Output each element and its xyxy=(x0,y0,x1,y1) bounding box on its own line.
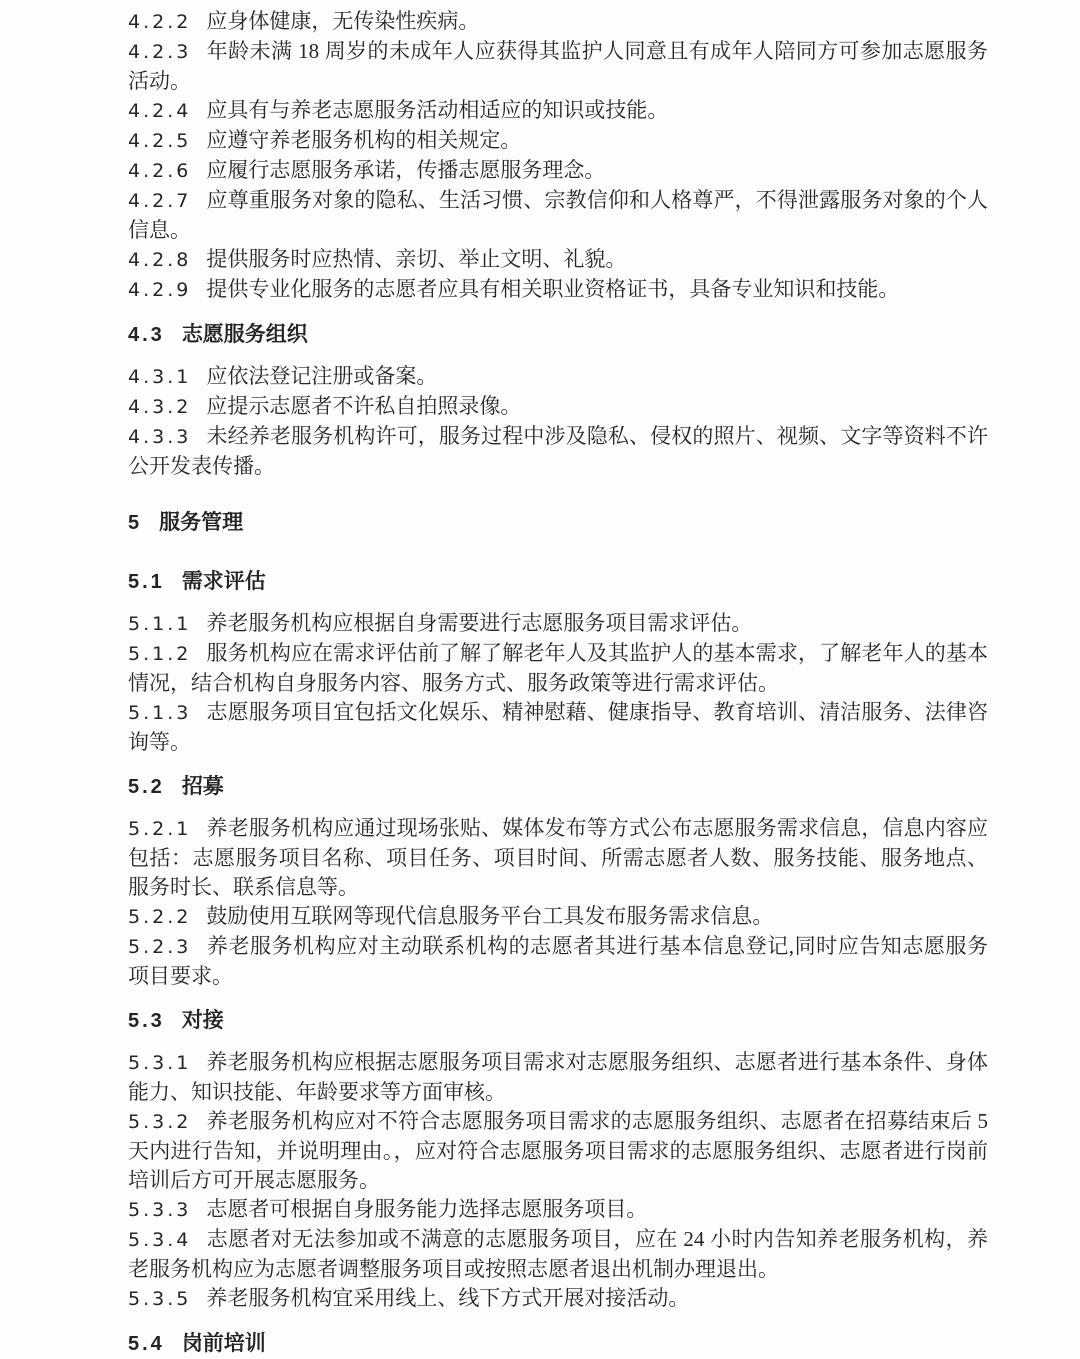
heading-5 xyxy=(128,508,988,538)
heading-text: 岗前培训 xyxy=(181,1332,266,1355)
clause-number: 5.1.1 xyxy=(128,613,192,635)
clause-4.2.9 xyxy=(128,275,988,305)
heading-number: 5.4 xyxy=(128,1333,165,1355)
clause-number: 4.2.5 xyxy=(128,130,192,152)
clause-5.3.1 xyxy=(128,1048,988,1107)
clause-4.3.1 xyxy=(128,362,988,392)
clause-4.2.4 xyxy=(128,96,988,126)
clause-number: 5.2.1 xyxy=(128,818,192,840)
clause-number: 4.2.7 xyxy=(128,190,192,212)
clause-text: 养老服务机构应对主动联系机构的志愿者其进行基本信息登记,同时应告知志愿服务项目要求。 xyxy=(128,934,988,988)
clause-text: 应遵守养老服务机构的相关规定。 xyxy=(206,128,522,152)
clause-4.2.7 xyxy=(128,186,988,245)
clause-5.3.4 xyxy=(128,1225,988,1284)
clause-number: 4.2.8 xyxy=(128,249,192,271)
clause-text: 应依法登记注册或备案。 xyxy=(206,364,438,388)
heading-5.4 xyxy=(128,1329,988,1359)
clause-number: 4.2.6 xyxy=(128,160,192,182)
clause-4.2.3 xyxy=(128,37,988,96)
heading-number: 5 xyxy=(128,512,143,534)
heading-text: 服务管理 xyxy=(159,511,244,534)
clause-5.3.5 xyxy=(128,1284,988,1314)
clause-text: 年龄未满 18 周岁的未成年人应获得其监护人同意且有成年人陪同方可参加志愿服务活动。 xyxy=(128,39,988,93)
clause-5.2.3 xyxy=(128,932,988,991)
heading-number: 5.1 xyxy=(128,571,165,593)
heading-number: 4.3 xyxy=(128,324,165,346)
clause-text: 应尊重服务对象的隐私、生活习惯、宗教信仰和人格尊严，不得泄露服务对象的个人信息。 xyxy=(128,188,988,242)
clause-number: 4.2.3 xyxy=(128,41,192,63)
clause-4.2.8 xyxy=(128,245,988,275)
clause-4.3.2 xyxy=(128,392,988,422)
clause-5.1.3 xyxy=(128,698,988,757)
clause-text: 养老服务机构应根据志愿服务项目需求对志愿服务组织、志愿者进行基本条件、身体能力、知识技能、年龄要求等方面审核。 xyxy=(128,1050,988,1104)
heading-5.1 xyxy=(128,567,988,597)
clause-number: 5.3.5 xyxy=(128,1288,192,1310)
clause-text: 应具有与养老志愿服务活动相适应的知识或技能。 xyxy=(206,98,669,122)
clause-text: 应提示志愿者不许私自拍照录像。 xyxy=(206,394,522,418)
clause-4.3.3 xyxy=(128,422,988,481)
clause-4.2.5 xyxy=(128,126,988,156)
clause-5.2.1 xyxy=(128,814,988,902)
clause-4.2.6 xyxy=(128,156,988,186)
document-content xyxy=(128,7,988,1359)
clause-text: 志愿服务项目宜包括文化娱乐、精神慰藉、健康指导、教育培训、清洁服务、法律咨询等。 xyxy=(128,700,988,754)
clause-text: 志愿者可根据自身服务能力选择志愿服务项目。 xyxy=(206,1197,648,1221)
heading-text: 志愿服务组织 xyxy=(181,323,308,346)
heading-text: 对接 xyxy=(181,1009,224,1032)
clause-number: 4.3.3 xyxy=(128,426,192,448)
clause-number: 4.2.9 xyxy=(128,279,192,301)
heading-text: 需求评估 xyxy=(181,570,266,593)
clause-5.3.3 xyxy=(128,1195,988,1225)
clause-number: 4.3.2 xyxy=(128,396,192,418)
clause-number: 5.2.3 xyxy=(128,936,192,958)
clause-number: 4.2.4 xyxy=(128,100,192,122)
clause-text: 养老服务机构宜采用线上、线下方式开展对接活动。 xyxy=(206,1286,690,1310)
clause-4.2.2 xyxy=(128,7,988,37)
clause-text: 提供服务时应热情、亲切、举止文明、礼貌。 xyxy=(206,247,627,271)
clause-text: 志愿者对无法参加或不满意的志愿服务项目，应在 24 小时内告知养老服务机构，养老服务机构应为志愿者调整服务项目或按照志愿者退出机制办理退出。 xyxy=(128,1227,988,1281)
heading-number: 5.2 xyxy=(128,776,165,798)
clause-5.1.2 xyxy=(128,639,988,698)
clause-number: 5.3.2 xyxy=(128,1111,192,1133)
clause-number: 5.3.1 xyxy=(128,1052,192,1074)
clause-text: 养老服务机构应根据自身需要进行志愿服务项目需求评估。 xyxy=(206,611,753,635)
heading-text: 招募 xyxy=(181,775,224,798)
heading-4.3 xyxy=(128,320,988,350)
clause-number: 4.2.2 xyxy=(128,11,192,33)
clause-number: 5.2.2 xyxy=(128,906,192,928)
clause-text: 养老服务机构应对不符合志愿服务项目需求的志愿服务组织、志愿者在招募结束后 5 天内进行告知，并说明理由。，应对符合志愿服务项目需求的志愿服务组织、志愿者进行岗前培训后方可开展志愿服务。 xyxy=(128,1109,988,1192)
clause-number: 5.3.3 xyxy=(128,1199,192,1221)
clause-text: 服务机构应在需求评估前了解了解老年人及其监护人的基本需求，了解老年人的基本情况，结合机构自身服务内容、服务方式、服务政策等进行需求评估。 xyxy=(128,641,988,695)
clause-text: 鼓励使用互联网等现代信息服务平台工具发布服务需求信息。 xyxy=(206,904,774,928)
clause-text: 养老服务机构应通过现场张贴、媒体发布等方式公布志愿服务需求信息，信息内容应包括：志愿服务项目名称、项目任务、项目时间、所需志愿者人数、服务技能、服务地点、服务时长、联系信息等。 xyxy=(128,816,988,899)
clause-text: 应身体健康，无传染性疾病。 xyxy=(206,9,480,33)
clause-5.3.2 xyxy=(128,1107,988,1195)
clause-number: 4.3.1 xyxy=(128,366,192,388)
clause-text: 提供专业化服务的志愿者应具有相关职业资格证书，具备专业知识和技能。 xyxy=(206,277,900,301)
heading-5.3 xyxy=(128,1006,988,1036)
heading-5.2 xyxy=(128,772,988,802)
heading-number: 5.3 xyxy=(128,1010,165,1032)
clause-5.2.2 xyxy=(128,902,988,932)
clause-5.1.1 xyxy=(128,609,988,639)
clause-number: 5.1.2 xyxy=(128,643,192,665)
clause-text: 应履行志愿服务承诺，传播志愿服务理念。 xyxy=(206,158,606,182)
clause-number: 5.1.3 xyxy=(128,702,192,724)
clause-number: 5.3.4 xyxy=(128,1229,192,1251)
clause-text: 未经养老服务机构许可，服务过程中涉及隐私、侵权的照片、视频、文字等资料不许公开发表传播。 xyxy=(128,424,988,478)
